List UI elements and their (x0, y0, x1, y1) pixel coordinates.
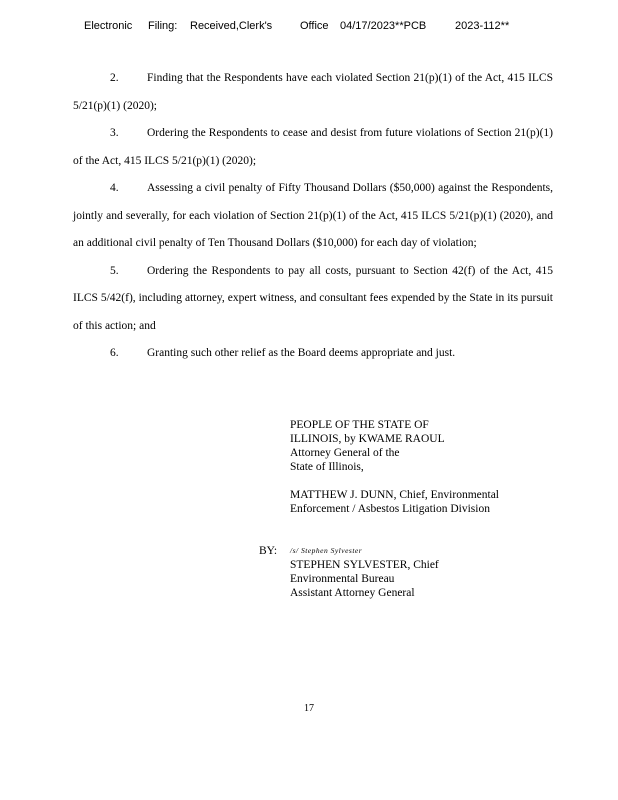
page-number: 17 (304, 703, 314, 714)
signature-block (290, 418, 499, 516)
header-word: 04/17/2023**PCB (340, 20, 427, 32)
paragraph-text: Granting such other relief as the Board deems appropriate and just. (147, 347, 456, 359)
paragraph-text: Ordering the Respondents to pay all costs, pursuant to Section 42(f) of the Act, 415 ILCS 5/42(f), including attorney, expert witness, and consultant fees expended by the State in its pursuit of this action; and (73, 264, 553, 332)
paragraph-number: 6. (110, 347, 119, 359)
header-word: Office (300, 20, 329, 32)
paragraph (73, 175, 553, 258)
paragraph (73, 258, 553, 341)
paragraph (73, 340, 553, 368)
paragraph-text: Assessing a civil penalty of Fifty Thousand Dollars ($50,000) against the Respondents, jointly and severally, for each violation of Section 21(p)(1) of the Act, 415 ILCS 5/21(p)(1) (2020), and an additional civil penalty of Ten Thousand Dollars ($10,000) for each day of violation; (73, 182, 553, 249)
paragraph-number: 2. (110, 72, 119, 84)
attorney-general-title: Attorney General of the (290, 447, 400, 459)
attorney-general-title: State of Illinois, (290, 461, 364, 473)
header-word: 2023-112** (455, 20, 510, 32)
division-chief-line: Enforcement / Asbestos Litigation Division (290, 503, 490, 515)
paragraph-number: 5. (110, 264, 119, 277)
paragraph (73, 120, 553, 175)
signer-title: Assistant Attorney General (290, 587, 415, 599)
signer-title: Environmental Bureau (290, 573, 395, 585)
signer-name: STEPHEN SYLVESTER, Chief (290, 559, 439, 571)
header-word: Electronic (84, 20, 133, 32)
party-name-line: PEOPLE OF THE STATE OF (290, 419, 429, 431)
paragraph-text: Finding that the Respondents have each violated Section 21(p)(1) of the Act, 415 ILCS 5/21(p)(1) (2020); (73, 72, 553, 112)
division-chief-line: MATTHEW J. DUNN, Chief, Environmental (290, 489, 499, 501)
paragraph (73, 65, 553, 120)
electronic-signature: /s/ Stephen Sylvester (290, 546, 363, 555)
paragraph-number: 3. (110, 127, 119, 139)
by-label: BY: (259, 545, 278, 557)
paragraph-text: Ordering the Respondents to cease and desist from future violations of Section 21(p)(1) of the Act, 415 ILCS 5/21(p)(1) (2020); (73, 127, 553, 167)
paragraph-number: 4. (110, 182, 119, 194)
header-word: Filing: (148, 20, 178, 32)
signer-lines (290, 544, 439, 600)
header-word: Received,Clerk's (190, 20, 273, 32)
party-name-line: ILLINOIS, by KWAME RAOUL (290, 433, 445, 445)
relief-paragraphs (73, 65, 553, 368)
